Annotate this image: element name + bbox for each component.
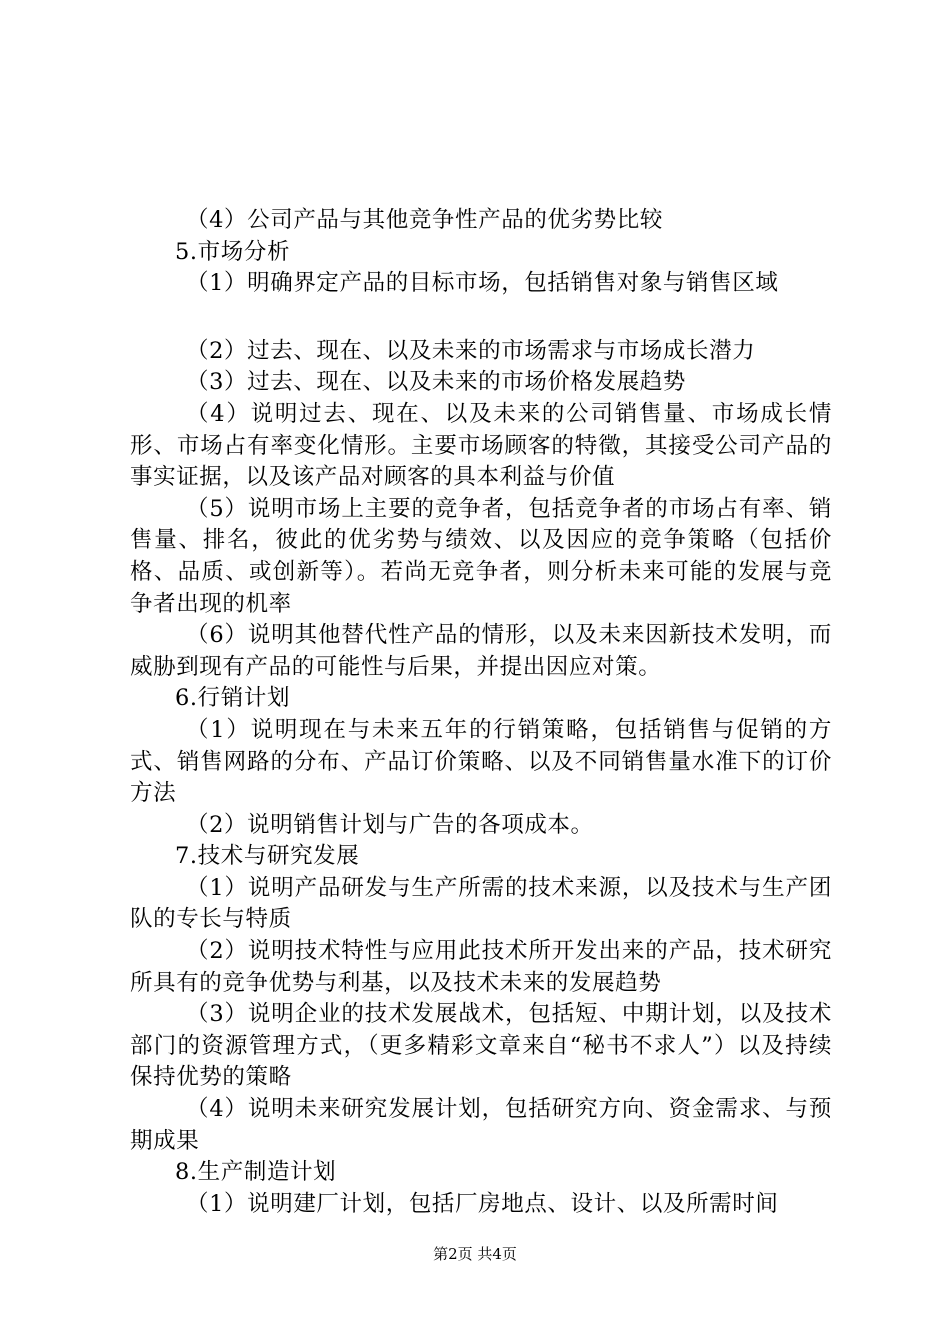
paragraph: （2）说明技术特性与应用此技术所开发出来的产品，技术研究所具有的竞争优势与利基，以及技术未来的发展趋势 <box>130 938 832 996</box>
paragraph: 7.技术与研究发展 <box>175 843 360 870</box>
paragraph: （5）说明市场上主要的竞争者，包括竞争者的市场占有率、销售量、排名，彼此的优劣势与绩效、以及因应的竞争策略（包括价格、品质、或创新等）。若尚无竞争者，则分析未来可能的发展与竞争者出现的机率 <box>130 495 832 617</box>
paragraph: 5.市场分析 <box>175 238 291 265</box>
page-footer: 第2页 共4页 <box>433 1245 517 1263</box>
paragraph: （1）说明产品研发与生产所需的技术来源，以及技术与生产团队的专长与特质 <box>130 874 832 933</box>
paragraph: （6）说明其他替代性产品的情形，以及未来因新技术发明，而威胁到现有产品的可能性与后果，并提出因应对策。 <box>130 622 832 680</box>
paragraph: （1）说明建厂计划，包括厂房地点、设计、以及所需时间 <box>186 1190 779 1217</box>
paragraph: （2）说明销售计划与广告的各项成本。 <box>186 811 594 838</box>
paragraph: （4）说明过去、现在、以及未来的公司销售量、市场成长情形、市场占有率变化情形。主要市场顾客的特徵，其接受公司产品的事实证据，以及该产品对顾客的具本利益与价值 <box>130 400 832 491</box>
paragraph: （4）公司产品与其他竞争性产品的优劣势比较 <box>186 207 663 233</box>
paragraph: （3）说明企业的技术发展战术，包括短、中期计划，以及技术部门的资源管理方式，（更多精彩文章来自“秘书不求人”）以及持续保持优势的策略 <box>130 1001 832 1091</box>
paragraph: 8.生产制造计划 <box>175 1159 337 1186</box>
paragraph: （3）过去、现在、以及未来的市场价格发展趋势 <box>186 369 687 396</box>
paragraph: （1）明确界定产品的目标市场，包括销售对象与销售区域 <box>186 270 779 297</box>
paragraph: （2）过去、现在、以及未来的市场需求与市场成长潜力 <box>186 337 756 364</box>
paragraph: 6.行销计划 <box>175 685 291 712</box>
document-body <box>130 205 832 1220</box>
paragraph: （4）说明未来研究发展计划，包括研究方向、资金需求、与预期成果 <box>130 1096 832 1154</box>
paragraph: （1）说明现在与未来五年的行销策略，包括销售与促销的方式、销售网路的分布、产品订价策略、以及不同销售量水准下的订价方法 <box>130 716 832 807</box>
